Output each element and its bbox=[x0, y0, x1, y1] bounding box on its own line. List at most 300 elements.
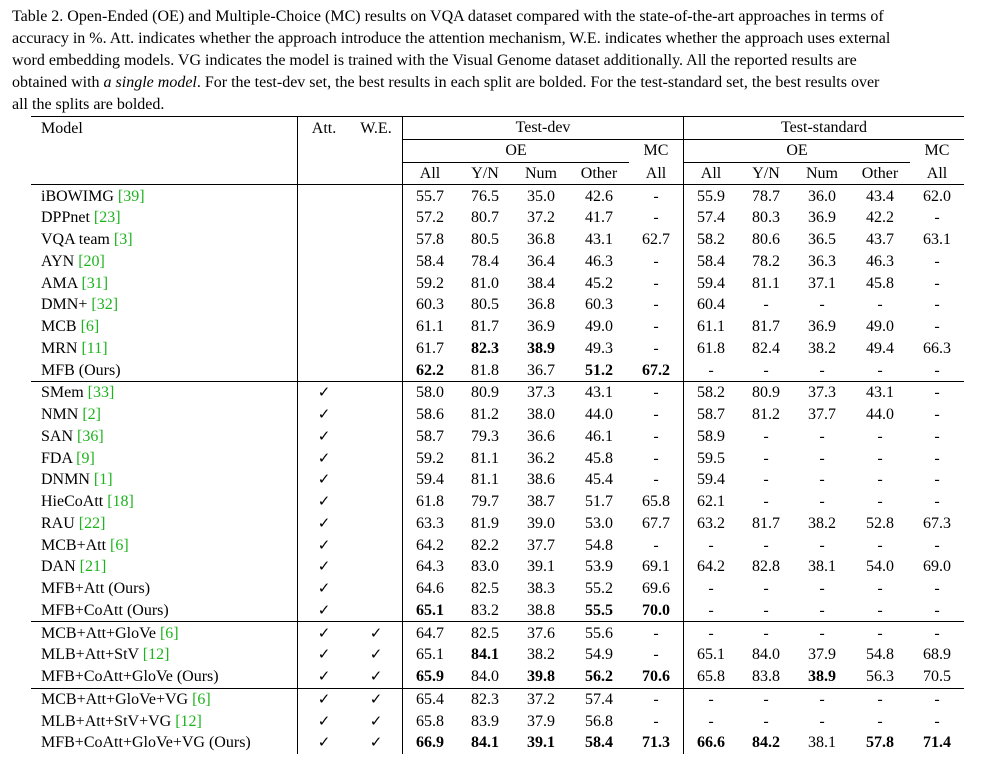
testdev-value: - bbox=[629, 447, 684, 469]
we-check bbox=[350, 513, 403, 535]
model-name: DMN+ bbox=[41, 296, 92, 314]
model-cell bbox=[31, 534, 298, 556]
teststd-value: 38.2 bbox=[808, 339, 836, 357]
testdev-value: 76.5 bbox=[471, 187, 499, 205]
teststd-value: - bbox=[877, 536, 883, 554]
testdev-value: 51.7 bbox=[585, 493, 613, 511]
att-check bbox=[298, 338, 351, 360]
table-row bbox=[31, 294, 964, 316]
att-check: ✓ bbox=[317, 579, 331, 598]
we-check bbox=[350, 426, 403, 448]
testdev-value: 38.3 bbox=[527, 580, 555, 598]
testdev-value: 38.9 bbox=[527, 339, 555, 357]
teststd-value: 80.6 bbox=[752, 231, 780, 249]
testdev-value: 57.2 bbox=[416, 209, 444, 227]
testdev-value: - bbox=[629, 644, 684, 666]
teststd-value: 82.8 bbox=[752, 558, 780, 576]
header-spacer bbox=[350, 162, 403, 185]
testdev-value: 59.2 bbox=[416, 449, 444, 467]
att-check bbox=[298, 359, 351, 381]
teststd-value: - bbox=[763, 712, 769, 730]
teststd-value: 58.2 bbox=[697, 231, 725, 249]
model-cell bbox=[31, 622, 298, 644]
citation-link[interactable]: [21] bbox=[79, 558, 107, 576]
testdev-value: 63.3 bbox=[416, 514, 444, 532]
testdev-value: 55.2 bbox=[585, 580, 613, 598]
testdev-value: 70.0 bbox=[629, 600, 684, 622]
teststd-value: - bbox=[934, 318, 940, 336]
teststd-value: 83.8 bbox=[752, 668, 780, 686]
teststd-value: 36.3 bbox=[808, 252, 836, 270]
testdev-value: - bbox=[629, 382, 684, 404]
testdev-value: 65.8 bbox=[629, 491, 684, 513]
header-att: Att. bbox=[311, 119, 337, 137]
teststd-value: - bbox=[763, 449, 769, 467]
table-row bbox=[31, 404, 964, 426]
citation-link[interactable]: [33] bbox=[87, 384, 115, 402]
table-row bbox=[31, 469, 964, 491]
teststd-value: - bbox=[934, 580, 940, 598]
teststd-value: 55.9 bbox=[697, 187, 725, 205]
teststd-value: 63.1 bbox=[923, 231, 951, 249]
model-cell bbox=[31, 185, 298, 207]
testdev-value: 37.2 bbox=[527, 209, 555, 227]
teststd-value: - bbox=[934, 274, 940, 292]
testdev-value: 54.8 bbox=[585, 536, 613, 554]
model-cell bbox=[31, 426, 298, 448]
testdev-value: 81.0 bbox=[471, 274, 499, 292]
teststd-value: - bbox=[708, 601, 714, 619]
testdev-value: 45.8 bbox=[585, 449, 613, 467]
teststd-value: 37.7 bbox=[808, 406, 836, 424]
testdev-value: 45.4 bbox=[585, 471, 613, 489]
teststd-value: 59.4 bbox=[697, 274, 725, 292]
att-check: ✓ bbox=[317, 383, 331, 402]
teststd-value: - bbox=[763, 471, 769, 489]
teststd-value: 82.4 bbox=[752, 339, 780, 357]
citation-link[interactable]: [6] bbox=[159, 624, 179, 642]
model-name: MCB bbox=[41, 318, 81, 336]
model-name: NMN bbox=[41, 406, 83, 424]
testdev-value: - bbox=[629, 534, 684, 556]
teststd-value: 38.1 bbox=[808, 734, 836, 752]
table-row bbox=[31, 534, 964, 556]
we-check bbox=[350, 382, 403, 404]
header-col-yn: Y/N bbox=[457, 162, 513, 185]
teststd-value: - bbox=[877, 449, 883, 467]
citation-link[interactable]: [2] bbox=[82, 406, 101, 424]
caption-line-3: word embedding models. VG indicates the model is trained with the Visual Genome dataset additionally. All the reported results are bbox=[12, 52, 857, 69]
teststd-value: - bbox=[877, 471, 883, 489]
testdev-value: 80.9 bbox=[471, 384, 499, 402]
testdev-value: 61.7 bbox=[416, 339, 444, 357]
testdev-value: 65.8 bbox=[416, 712, 444, 730]
teststd-value: - bbox=[877, 580, 883, 598]
att-check bbox=[298, 229, 351, 251]
testdev-value: - bbox=[629, 316, 684, 338]
model-cell bbox=[31, 513, 298, 535]
teststd-value: 36.9 bbox=[808, 209, 836, 227]
testdev-value: 56.2 bbox=[585, 668, 613, 686]
att-check: ✓ bbox=[317, 513, 331, 532]
att-check: ✓ bbox=[317, 600, 331, 619]
table-row bbox=[31, 556, 964, 578]
testdev-value: 39.8 bbox=[527, 668, 555, 686]
teststd-value: - bbox=[819, 601, 825, 619]
teststd-value: 61.8 bbox=[697, 339, 725, 357]
table-row bbox=[31, 229, 964, 251]
we-check bbox=[350, 251, 403, 273]
teststd-value: - bbox=[877, 601, 883, 619]
table-row bbox=[31, 578, 964, 600]
testdev-value: 36.2 bbox=[527, 449, 555, 467]
teststd-value: 61.1 bbox=[697, 318, 725, 336]
testdev-value: - bbox=[629, 710, 684, 732]
testdev-value: 37.9 bbox=[527, 712, 555, 730]
testdev-value: 81.9 bbox=[471, 514, 499, 532]
citation-link[interactable]: [1] bbox=[93, 471, 113, 489]
citation-link[interactable]: [12] bbox=[142, 646, 170, 664]
teststd-value: - bbox=[819, 536, 825, 554]
teststd-value: - bbox=[708, 361, 714, 379]
testdev-value: 37.2 bbox=[527, 690, 555, 708]
testdev-value: 79.7 bbox=[471, 493, 499, 511]
model-name: MCB+Att+GloVe bbox=[41, 624, 160, 642]
we-check bbox=[350, 272, 403, 294]
testdev-value: 62.7 bbox=[629, 229, 684, 251]
teststd-value: 81.2 bbox=[752, 406, 780, 424]
testdev-value: 81.1 bbox=[471, 449, 499, 467]
testdev-value: 82.3 bbox=[471, 339, 499, 357]
teststd-value: - bbox=[819, 624, 825, 642]
caption-line-5: all the splits are bolded. bbox=[12, 96, 165, 113]
citation-link[interactable]: [11] bbox=[81, 339, 108, 357]
citation-link[interactable]: [32] bbox=[91, 296, 119, 314]
testdev-value: 71.3 bbox=[629, 732, 684, 754]
teststd-value: 58.4 bbox=[697, 252, 725, 270]
teststd-value: 65.8 bbox=[697, 668, 725, 686]
teststd-value: - bbox=[934, 601, 940, 619]
citation-link[interactable]: [3] bbox=[113, 231, 133, 249]
header-col-mc-all: All bbox=[629, 162, 684, 185]
citation-link[interactable]: [6] bbox=[80, 318, 100, 336]
header-row-2 bbox=[31, 139, 964, 162]
teststd-value: 38.1 bbox=[808, 558, 836, 576]
teststd-value: 43.1 bbox=[866, 384, 894, 402]
testdev-value: 82.5 bbox=[471, 580, 499, 598]
we-check bbox=[350, 469, 403, 491]
table-row bbox=[31, 316, 964, 338]
testdev-value: - bbox=[629, 185, 684, 207]
teststd-value: - bbox=[819, 449, 825, 467]
teststd-value: 54.8 bbox=[866, 646, 894, 664]
we-check bbox=[350, 185, 403, 207]
caption-text: . For the test-dev set, the best results in each split are bolded. For the test-standard set, the best results over bbox=[196, 74, 880, 91]
we-check: ✓ bbox=[350, 732, 403, 754]
testdev-value: 55.6 bbox=[585, 624, 613, 642]
teststd-value: 37.1 bbox=[808, 274, 836, 292]
testdev-value: 65.1 bbox=[416, 601, 444, 619]
table-row bbox=[31, 513, 964, 535]
teststd-value: 56.3 bbox=[866, 668, 894, 686]
teststd-value: - bbox=[934, 493, 940, 511]
model-cell bbox=[31, 644, 298, 666]
results-table bbox=[31, 116, 964, 754]
teststd-value: - bbox=[877, 712, 883, 730]
att-check: ✓ bbox=[317, 689, 331, 708]
teststd-value: 57.8 bbox=[866, 734, 894, 752]
testdev-value: 43.1 bbox=[585, 384, 613, 402]
header-model: Model bbox=[31, 117, 298, 140]
teststd-value: 66.3 bbox=[923, 339, 951, 357]
testdev-value: 45.2 bbox=[585, 274, 613, 292]
testdev-value: 41.7 bbox=[585, 209, 613, 227]
teststd-value: 42.2 bbox=[866, 209, 894, 227]
teststd-value: - bbox=[819, 427, 825, 445]
testdev-value: 58.0 bbox=[416, 384, 444, 402]
testdev-value: 83.2 bbox=[471, 601, 499, 619]
model-name: AYN bbox=[41, 252, 79, 270]
citation-link[interactable]: [18] bbox=[107, 493, 134, 511]
teststd-value: - bbox=[934, 427, 940, 445]
teststd-value: - bbox=[934, 536, 940, 554]
teststd-value: 59.5 bbox=[697, 449, 725, 467]
teststd-value: 54.0 bbox=[866, 558, 894, 576]
we-check: ✓ bbox=[350, 666, 403, 688]
testdev-value: 64.6 bbox=[416, 580, 444, 598]
we-check bbox=[350, 207, 403, 229]
testdev-value: 36.9 bbox=[527, 318, 555, 336]
model-name: MFB+CoAtt (Ours) bbox=[41, 601, 169, 619]
att-check: ✓ bbox=[317, 535, 331, 554]
citation-link[interactable]: [39] bbox=[117, 187, 145, 205]
testdev-value: 82.3 bbox=[471, 690, 499, 708]
testdev-value: 53.9 bbox=[585, 558, 613, 576]
testdev-value: 60.3 bbox=[416, 296, 444, 314]
citation-link[interactable]: [20] bbox=[78, 252, 105, 270]
header-mc-std: MC bbox=[910, 139, 964, 162]
model-name: RAU bbox=[41, 514, 79, 532]
table-row bbox=[31, 710, 964, 732]
testdev-value: 51.2 bbox=[585, 361, 613, 379]
table-row bbox=[31, 382, 964, 404]
testdev-value: 64.3 bbox=[416, 558, 444, 576]
citation-link[interactable]: [6] bbox=[110, 536, 129, 554]
model-cell bbox=[31, 382, 298, 404]
testdev-value: 53.0 bbox=[585, 514, 613, 532]
teststd-value: - bbox=[877, 690, 883, 708]
teststd-value: 70.5 bbox=[923, 668, 951, 686]
citation-link[interactable]: [23] bbox=[93, 209, 121, 227]
testdev-value: 57.4 bbox=[585, 690, 613, 708]
header-spacer bbox=[31, 162, 298, 185]
teststd-value: 78.2 bbox=[752, 252, 780, 270]
we-check: ✓ bbox=[350, 688, 403, 710]
citation-link[interactable]: [31] bbox=[81, 274, 109, 292]
model-cell bbox=[31, 666, 298, 688]
testdev-value: 65.4 bbox=[416, 690, 444, 708]
teststd-value: - bbox=[877, 493, 883, 511]
header-col-other: Other bbox=[569, 162, 629, 185]
we-check: ✓ bbox=[350, 622, 403, 644]
testdev-value: 58.4 bbox=[416, 252, 444, 270]
testdev-value: - bbox=[629, 426, 684, 448]
att-check bbox=[298, 272, 351, 294]
header-spacer bbox=[298, 162, 351, 185]
teststd-value: 80.9 bbox=[752, 384, 780, 402]
testdev-value: 61.8 bbox=[416, 493, 444, 511]
testdev-value: 83.0 bbox=[471, 558, 499, 576]
teststd-value: - bbox=[763, 361, 769, 379]
testdev-value: 60.3 bbox=[585, 296, 613, 314]
teststd-value: 43.7 bbox=[866, 231, 894, 249]
header-testdev: Test-dev bbox=[403, 117, 684, 140]
teststd-value: 62.1 bbox=[697, 493, 725, 511]
testdev-value: 67.7 bbox=[629, 513, 684, 535]
table-row bbox=[31, 600, 964, 622]
we-check bbox=[350, 491, 403, 513]
testdev-value: 59.4 bbox=[416, 471, 444, 489]
teststd-value: - bbox=[934, 361, 940, 379]
testdev-value: 79.3 bbox=[471, 427, 499, 445]
teststd-value: - bbox=[934, 624, 940, 642]
model-cell bbox=[31, 404, 298, 426]
testdev-value: 81.1 bbox=[471, 471, 499, 489]
we-check bbox=[350, 556, 403, 578]
model-name: SAN bbox=[41, 427, 78, 445]
teststd-value: 38.9 bbox=[808, 668, 836, 686]
table-row bbox=[31, 338, 964, 360]
model-cell bbox=[31, 469, 298, 491]
table-row bbox=[31, 426, 964, 448]
citation-link[interactable]: [9] bbox=[76, 449, 95, 467]
teststd-value: 49.4 bbox=[866, 339, 894, 357]
header-row-1 bbox=[31, 117, 964, 140]
citation-link[interactable]: [22] bbox=[78, 514, 106, 532]
we-check bbox=[350, 316, 403, 338]
teststd-value: 69.0 bbox=[923, 558, 951, 576]
citation-link[interactable]: [36] bbox=[77, 427, 104, 445]
teststd-value: 68.9 bbox=[923, 646, 951, 664]
teststd-value: - bbox=[877, 427, 883, 445]
testdev-value: 37.3 bbox=[527, 384, 555, 402]
model-cell bbox=[31, 338, 298, 360]
teststd-value: 36.9 bbox=[808, 318, 836, 336]
teststd-value: - bbox=[763, 601, 769, 619]
teststd-value: 59.4 bbox=[697, 471, 725, 489]
model-cell bbox=[31, 710, 298, 732]
att-check: ✓ bbox=[317, 645, 331, 664]
table-row bbox=[31, 491, 964, 513]
teststd-value: 60.4 bbox=[697, 296, 725, 314]
att-check: ✓ bbox=[317, 557, 331, 576]
teststd-value: 37.9 bbox=[808, 646, 836, 664]
table-row bbox=[31, 688, 964, 710]
teststd-value: 58.2 bbox=[697, 384, 725, 402]
testdev-value: 58.7 bbox=[416, 427, 444, 445]
testdev-value: 44.0 bbox=[585, 406, 613, 424]
testdev-value: 36.7 bbox=[527, 361, 555, 379]
teststd-value: - bbox=[708, 536, 714, 554]
testdev-value: 59.2 bbox=[416, 274, 444, 292]
table-row bbox=[31, 622, 964, 644]
testdev-value: 49.3 bbox=[585, 339, 613, 357]
testdev-value: 83.9 bbox=[471, 712, 499, 730]
testdev-value: 61.1 bbox=[416, 318, 444, 336]
testdev-value: 65.9 bbox=[416, 668, 444, 686]
model-name: AMA bbox=[41, 274, 82, 292]
testdev-value: 84.1 bbox=[471, 734, 499, 752]
att-check bbox=[298, 294, 351, 316]
testdev-value: - bbox=[629, 469, 684, 491]
testdev-value: 56.8 bbox=[585, 712, 613, 730]
att-check: ✓ bbox=[317, 426, 331, 445]
table-row bbox=[31, 732, 964, 754]
teststd-value: 38.2 bbox=[808, 514, 836, 532]
testdev-value: 49.0 bbox=[585, 318, 613, 336]
model-cell bbox=[31, 688, 298, 710]
testdev-value: 38.7 bbox=[527, 493, 555, 511]
testdev-value: 36.8 bbox=[527, 296, 555, 314]
caption-line-1: Table 2. Open-Ended (OE) and Multiple-Choice (MC) results on VQA dataset compared with the state-of-the-art approaches in terms of bbox=[12, 8, 884, 25]
teststd-value: - bbox=[819, 580, 825, 598]
teststd-value: - bbox=[819, 296, 825, 314]
citation-link[interactable]: [6] bbox=[192, 690, 211, 708]
model-name: HieCoAtt bbox=[41, 493, 108, 511]
model-cell bbox=[31, 316, 298, 338]
model-cell bbox=[31, 600, 298, 622]
teststd-value: 84.0 bbox=[752, 646, 780, 664]
teststd-value: 44.0 bbox=[866, 406, 894, 424]
testdev-value: 46.3 bbox=[585, 252, 613, 270]
testdev-value: 36.4 bbox=[527, 252, 555, 270]
teststd-value: 43.4 bbox=[866, 187, 894, 205]
teststd-value: 52.8 bbox=[866, 514, 894, 532]
model-name: MFB+CoAtt+GloVe+VG (Ours) bbox=[41, 734, 251, 752]
testdev-value: 81.8 bbox=[471, 361, 499, 379]
model-name: SMem bbox=[41, 384, 88, 402]
header-mc-dev: MC bbox=[629, 139, 684, 162]
header-col-yn: Y/N bbox=[738, 162, 794, 185]
caption-text: obtained with bbox=[12, 74, 104, 91]
model-cell bbox=[31, 732, 298, 754]
model-cell bbox=[31, 294, 298, 316]
testdev-value: 84.0 bbox=[471, 668, 499, 686]
citation-link[interactable]: [12] bbox=[175, 712, 202, 730]
teststd-value: - bbox=[763, 624, 769, 642]
teststd-value: 57.4 bbox=[697, 209, 725, 227]
table-body bbox=[31, 185, 964, 754]
table-row bbox=[31, 666, 964, 688]
testdev-value: 38.4 bbox=[527, 274, 555, 292]
header-oe-std: OE bbox=[684, 139, 911, 162]
model-name: FDA bbox=[41, 449, 77, 467]
we-check bbox=[350, 404, 403, 426]
model-cell bbox=[31, 207, 298, 229]
we-check bbox=[350, 294, 403, 316]
att-check: ✓ bbox=[317, 733, 331, 752]
model-name: MFB+CoAtt+GloVe (Ours) bbox=[41, 668, 219, 686]
testdev-value: 66.9 bbox=[416, 734, 444, 752]
testdev-value: 70.6 bbox=[629, 666, 684, 688]
teststd-value: - bbox=[934, 406, 940, 424]
model-name: iBOWIMG bbox=[41, 187, 118, 205]
testdev-value: 58.4 bbox=[585, 734, 613, 752]
model-cell bbox=[31, 578, 298, 600]
att-check bbox=[298, 251, 351, 273]
model-name: DAN bbox=[41, 558, 80, 576]
teststd-value: - bbox=[763, 493, 769, 511]
